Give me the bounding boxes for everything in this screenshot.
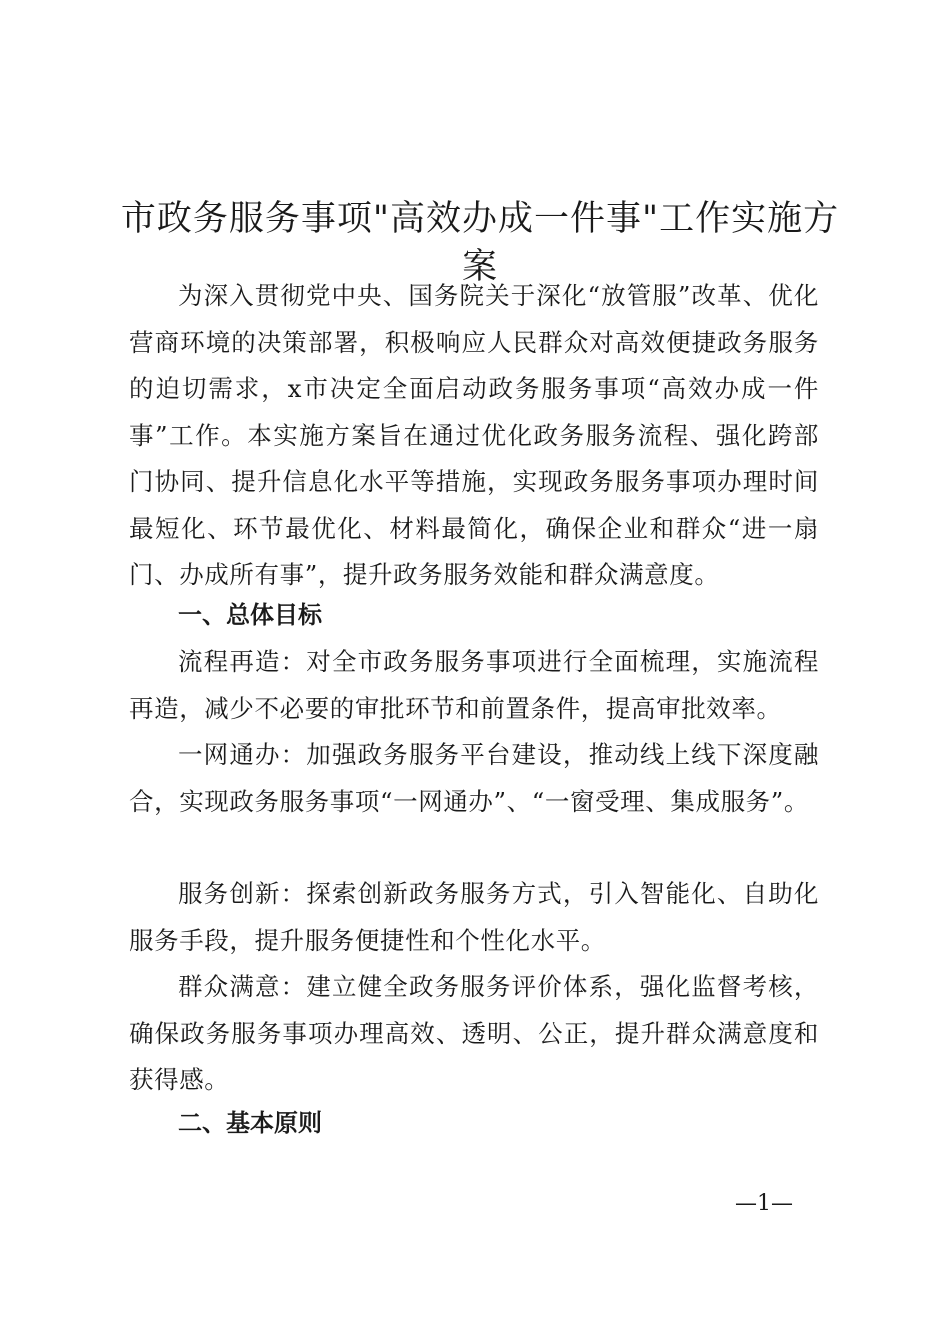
section-heading-2: 二、基本原则 [178, 1109, 322, 1137]
page-number: —1— [735, 1191, 793, 1216]
paragraph-service-innovation: 服务创新：探索创新政务服务方式，引入智能化、自助化服务手段，提升服务便捷性和个性化水平。 [129, 879, 819, 955]
section-heading-1: 一、总体目标 [178, 601, 322, 629]
intro-paragraph: 为深入贯彻党中央、国务院关于深化“放管服”改革、优化营商环境的决策部署，积极响应人民群众对高效便捷政务服务的迫切需求，x市决定全面启动政务服务事项“高效办成一件事”工作。本实施方案旨在通过优化政务服务流程、强化跨部门协同、提升信息化水平等措施，实现政务服务事项办理时间最短化、环节最优化、材料最简化，确保企业和群众“进一扇门、办成所有事”，提升政务服务效能和群众满意度。 [129, 281, 819, 589]
document-title: 市政务服务事项"高效办成一件事"工作实施方案 [120, 199, 840, 288]
paragraph-one-network: 一网通办：加强政务服务平台建设，推动线上线下深度融合，实现政务服务事项“一网通办”、“一窗受理、集成服务”。 [129, 740, 819, 816]
paragraph-public-satisfaction: 群众满意：建立健全政务服务评价体系，强化监督考核，确保政务服务事项办理高效、透明、公正，提升群众满意度和获得感。 [129, 972, 819, 1094]
paragraph-process-reengineering: 流程再造：对全市政务服务事项进行全面梳理，实施流程再造，减少不必要的审批环节和前置条件，提高审批效率。 [129, 647, 819, 723]
